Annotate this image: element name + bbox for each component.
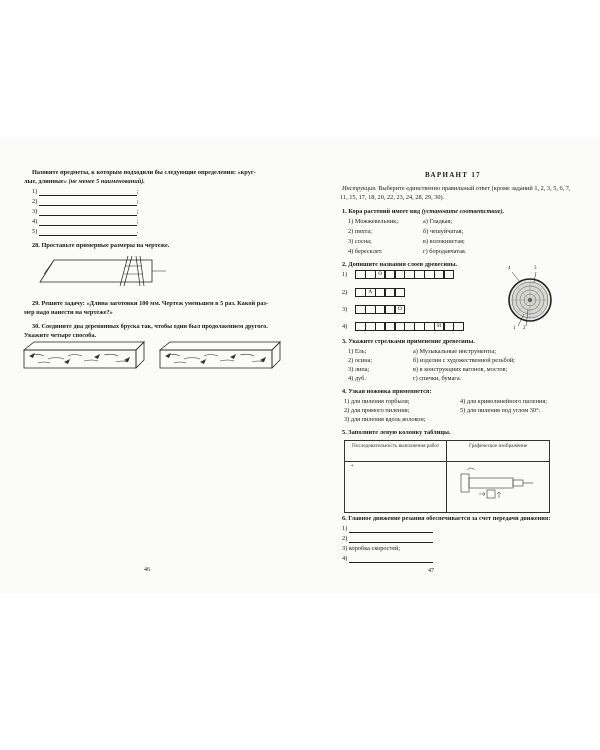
q1-left-item: 3) сосна; bbox=[348, 238, 372, 245]
q27-answer-2: 2) ; bbox=[32, 198, 139, 205]
letter-cell[interactable] bbox=[453, 322, 464, 331]
q4-title: 4. Узкая ножовка применяется: bbox=[342, 388, 432, 395]
variant-title: ВАРИАНТ 17 bbox=[425, 171, 481, 179]
q2-title: 2. Допишите названия слоев древесины. bbox=[342, 261, 458, 268]
q4-option: 3) для пиления вдоль волокон; bbox=[344, 416, 426, 423]
q3-right-item: г) спички, бумага. bbox=[413, 375, 462, 382]
q27-line2: лые, длинные» (не менее 5 наименований). bbox=[24, 178, 145, 185]
answer-line[interactable] bbox=[349, 526, 433, 533]
letter-cell[interactable] bbox=[444, 270, 455, 279]
q6-answer-4: 4) bbox=[342, 555, 433, 563]
answer-line[interactable] bbox=[39, 199, 137, 206]
answer-line[interactable] bbox=[39, 189, 137, 196]
q2-row-1: 1) О bbox=[342, 270, 454, 279]
q2-row-2: 2) А bbox=[342, 288, 405, 297]
q1-right-item: а) Гладкая; bbox=[423, 218, 453, 225]
q6-answer-2: 2) bbox=[342, 535, 433, 543]
lathe-sketch-icon bbox=[453, 464, 543, 504]
diagram-label: 2 bbox=[523, 326, 526, 331]
letter-cell[interactable]: О bbox=[375, 270, 386, 279]
q28-text: 28. Проставьте примерные размеры на чертеже. bbox=[32, 242, 170, 249]
q1-right-item: г) бородавчатая. bbox=[423, 248, 467, 255]
wood-bar-icon bbox=[24, 340, 144, 370]
q3-right-item: а) Музыкальные инструменты; bbox=[413, 348, 496, 355]
q30-line2: Укажите четыре способа. bbox=[24, 332, 97, 339]
left-page bbox=[0, 138, 300, 593]
wood-cross-section-icon bbox=[500, 270, 560, 332]
q27-line1: Назовите предметы, к которым подходили бы следующие определения: «круг- bbox=[32, 169, 256, 176]
instruction-line1: Инструкция. Выберите единственно правильный ответ (кроме заданий 1, 2, 3, 5, 6, 7, bbox=[342, 185, 571, 192]
q3-left-item: 2) осина; bbox=[348, 357, 373, 364]
q6-title: 6. Главное движение резания обеспечивается за счет передачи движения: bbox=[342, 515, 551, 522]
q30-line1: 30. Соедините два деревянных бруска так, чтобы один был продолжением другого. bbox=[32, 323, 268, 330]
book-spread bbox=[0, 138, 600, 593]
q1-left-item: 1) Можжевельник; bbox=[348, 218, 398, 225]
answer-line[interactable] bbox=[349, 556, 433, 563]
letter-cell[interactable]: О bbox=[395, 305, 406, 314]
q27-answer-3: 3) ; bbox=[32, 208, 139, 215]
q6-answer-1: 1) bbox=[342, 525, 433, 533]
right-page bbox=[300, 138, 600, 593]
q29-line2: мер надо нанести на чертеже?» bbox=[24, 309, 113, 316]
q4-option: 2) для прямого пиления; bbox=[344, 407, 410, 414]
q3-right-item: в) в конструкциях вагонов, мостов; bbox=[413, 366, 508, 373]
col1-header: Последовательность выполнения работ bbox=[345, 441, 447, 462]
q1-left-item: 4) бересклет. bbox=[348, 248, 383, 255]
q3-left-item: 4) дуб. bbox=[348, 375, 366, 382]
diagram-label: 4 bbox=[508, 266, 511, 271]
diagram-label: 1 bbox=[513, 326, 516, 331]
q28-drawing bbox=[40, 252, 170, 290]
q2-row-3: 3) О bbox=[342, 305, 405, 314]
col2-header: Графическое изображение bbox=[447, 441, 550, 462]
q1-right-item: в) волокнистая; bbox=[423, 238, 465, 245]
q1-right-item: б) чешуйчатая; bbox=[423, 228, 464, 235]
q5-title: 5. Заполните левую колонку таблицы. bbox=[342, 429, 451, 436]
q29-line1: 29. Решите задачу: «Длина заготовки 100 мм. Чертеж уменьшен в 5 раз. Какой раз- bbox=[32, 300, 268, 307]
q27-answer-4: 4) ; bbox=[32, 218, 139, 225]
q4-option: 5) для пиления под углом 30°. bbox=[460, 407, 541, 414]
instruction-line2: 11, 15, 17, 18, 20, 22, 23, 24, 28, 29, 30). bbox=[340, 194, 445, 201]
q1-title: 1. Кора растений имеет вид (установите соответствие). bbox=[342, 208, 505, 215]
q6-answer-3: 3) коробка скоростей; bbox=[342, 545, 401, 552]
q1-left-item: 2) пихта; bbox=[348, 228, 372, 235]
page-number: 47 bbox=[428, 568, 434, 574]
works-table bbox=[344, 440, 550, 513]
letter-cell[interactable] bbox=[395, 288, 406, 297]
letter-cell[interactable]: И bbox=[434, 322, 445, 331]
q3-title: 3. Укажите стрелками применение древесины. bbox=[342, 338, 475, 345]
q2-row-4: 4) И bbox=[342, 322, 464, 331]
q4-option: 1) для пиления горбыля; bbox=[344, 398, 410, 405]
letter-cell[interactable]: А bbox=[365, 288, 376, 297]
graphic-cell bbox=[447, 462, 550, 513]
q3-left-item: 3) липа; bbox=[348, 366, 370, 373]
q27-answer-1: 1) ; bbox=[32, 188, 139, 195]
col1-answer-cell[interactable]: * bbox=[345, 462, 447, 513]
q27-answer-5: 5) . bbox=[32, 228, 139, 235]
q3-right-item: б) изделия с художественной резьбой; bbox=[413, 357, 516, 364]
page-number: 46 bbox=[144, 567, 150, 573]
q3-left-item: 1) Ель; bbox=[348, 348, 367, 355]
wood-bar-icon bbox=[160, 340, 280, 370]
answer-line[interactable] bbox=[39, 229, 137, 236]
answer-line[interactable] bbox=[39, 209, 137, 216]
diagram-label: 3 bbox=[534, 266, 537, 271]
q4-option: 4) для криволинейного пиления; bbox=[460, 398, 547, 405]
answer-line[interactable] bbox=[349, 536, 433, 543]
answer-line[interactable] bbox=[39, 219, 137, 226]
